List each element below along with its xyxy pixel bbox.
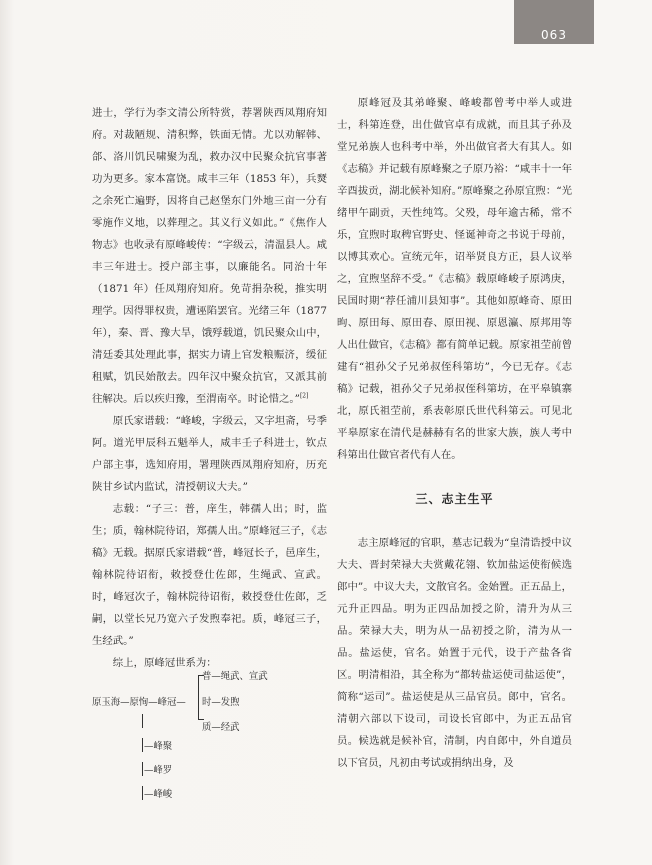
genealogy-sibling-line-3 (142, 762, 143, 776)
left-paragraph-4: 综上，原峰冠世系为： (112, 657, 217, 669)
left-column (92, 102, 327, 674)
section-title: 三、志主生平 (415, 492, 494, 506)
right-paragraph-2: 志主原峰冠的官职，墓志记载为“皇清诰授中议大夫、晋封荣禄大夫赏戴花翎、钦加盐运使衔候选郎中”。中议大夫，文散官名。金始置。正五品上，元升正四品。明为正四品加授之阶，清升为从三品。荣禄大夫，明为从一品初授之阶，清为从一品。盐运使，官名。始置于元代，设于产盐各省区。明清相沿，其全称为“都转盐运使司盐运使”，简称“运司”。盐运使是从三品官员。郎中，官名。清朝六部以下设司，司设长官郎中，为正五品官员。候选就是候补官，清制，内自郎中，外自道员以下官员，凡初由考试或捐纳出身，及 (337, 537, 572, 769)
left-paragraph-2: 原氏家谱载：“峰峻，字级云，又字坦斋，号季阿。道光甲辰科五魁举人，咸丰壬子科进士，钦点户部主事，选知府用，署理陕西凤翔府知府，历充陕甘乡试内监试，清授朝议大夫。” (92, 415, 327, 493)
genealogy-sibling-line-1 (142, 714, 143, 728)
left-paragraph-3: 志载：“子三：普，庠生，韩孺人出；时，监生；质，翰林院待诏，郑孺人出。”原峰冠三子，《志稿》无载。据原氏家谱载“普，峰冠长子，邑庠生，翰林院待诏衔，敕授登仕佐郎，生绳武、宣武。时，峰冠次子，翰林院待诏衔，敕授登仕佐郎，乏嗣，以堂长兄乃宽六子发煦奉祀。质，峰冠三子，生经武。” (92, 503, 327, 647)
genealogy-sibling-line-4 (142, 786, 143, 800)
genealogy-child-1: 普—绳武、宣武 (202, 671, 268, 682)
right-paragraph-1: 原峰冠及其弟峰聚、峰峻都曾考中举人或进士，科第连登，出仕做官卓有成就，而且其子孙及堂兄弟族人也科考中举，外出做官者大有其人。如《志稿》并记载有原峰聚之子原乃裕：“咸丰十一年辛酉拔贡，湖北候补知府。”原峰聚之孙原宜煦：“光绪甲午副贡，天性纯笃。父殁，母年逾古稀，常不乐，宜煦时取稗官野史、怪诞神奇之书说于母前，以博其欢心。宣统元年，诏举贤良方正，县人议举之，宜煦坚辞不受。”《志稿》载原峰峻子原鸿庚，民国时期“荐任浦川县知事”。其他如原峰奇、原田昫、原田每、原田春、原田视、原恩瀛、原邦用等人出仕做官，《志稿》都有简单记载。原家祖茔前曾建有“祖孙父子兄弟叔侄科第坊”，今已无存。《志稿》记载，祖孙父子兄弟叔侄科第坊，在平皋镇寨北，原氏祖茔前，系表彰原氏世代科第云。可见北平皋原家在清代是赫赫有名的世家大族，族人考中科第出仕做官者代有人在。 (337, 97, 572, 461)
genealogy-root: 原玉海—原恂—峰冠— (92, 697, 186, 708)
genealogy-sibling-2: —峰罗 (144, 765, 173, 776)
genealogy-sibling-line-2 (142, 738, 143, 752)
genealogy-sibling-3: —峰峻 (144, 789, 173, 800)
genealogy-child-3: 质—经武 (202, 722, 240, 733)
left-paragraph-1: 进士，学行为李文清公所特赏，荐署陕西凤翔府知府。对裁陋规、清积弊，铁面无情。尤以劝解韩、郃、洛川饥民啸聚为乱，救办汉中民聚众抗官事著功为更多。家本富饶。咸丰三年（1853 年），兵燹之余死亡遍野，因将自己赵堡东门外地三亩一分有零施作义地，以葬理之。其义行义如此。”《焦作人物志》也收录有原峰峻传：“字级云，清温县人。咸丰三年进士。授户部主事，以廉能名。同治十年（1871 年）任凤翔府知府。免苛捐杂税，推实明理学。因得罪权贵，遭诬陷罢官。光绪三年（1877 年），秦、晋、豫大旱，饿殍载道，饥民聚众山中，清廷委其处理此事，据实力请上官发粮赈济，缓征租赋，饥民始散去。四年汉中聚众抗官，又派其前往解决。后以疾归豫，至渭南卒。时论惜之。”[2] (92, 107, 327, 405)
footnote-marker: [2] (299, 392, 309, 400)
genealogy-child-2: 时—发煦 (202, 697, 240, 708)
genealogy-bracket (198, 675, 199, 719)
genealogy-tree (92, 664, 327, 804)
page-number: 063 (541, 28, 567, 42)
right-column (337, 92, 572, 774)
genealogy-sibling-1: —峰聚 (144, 741, 173, 752)
